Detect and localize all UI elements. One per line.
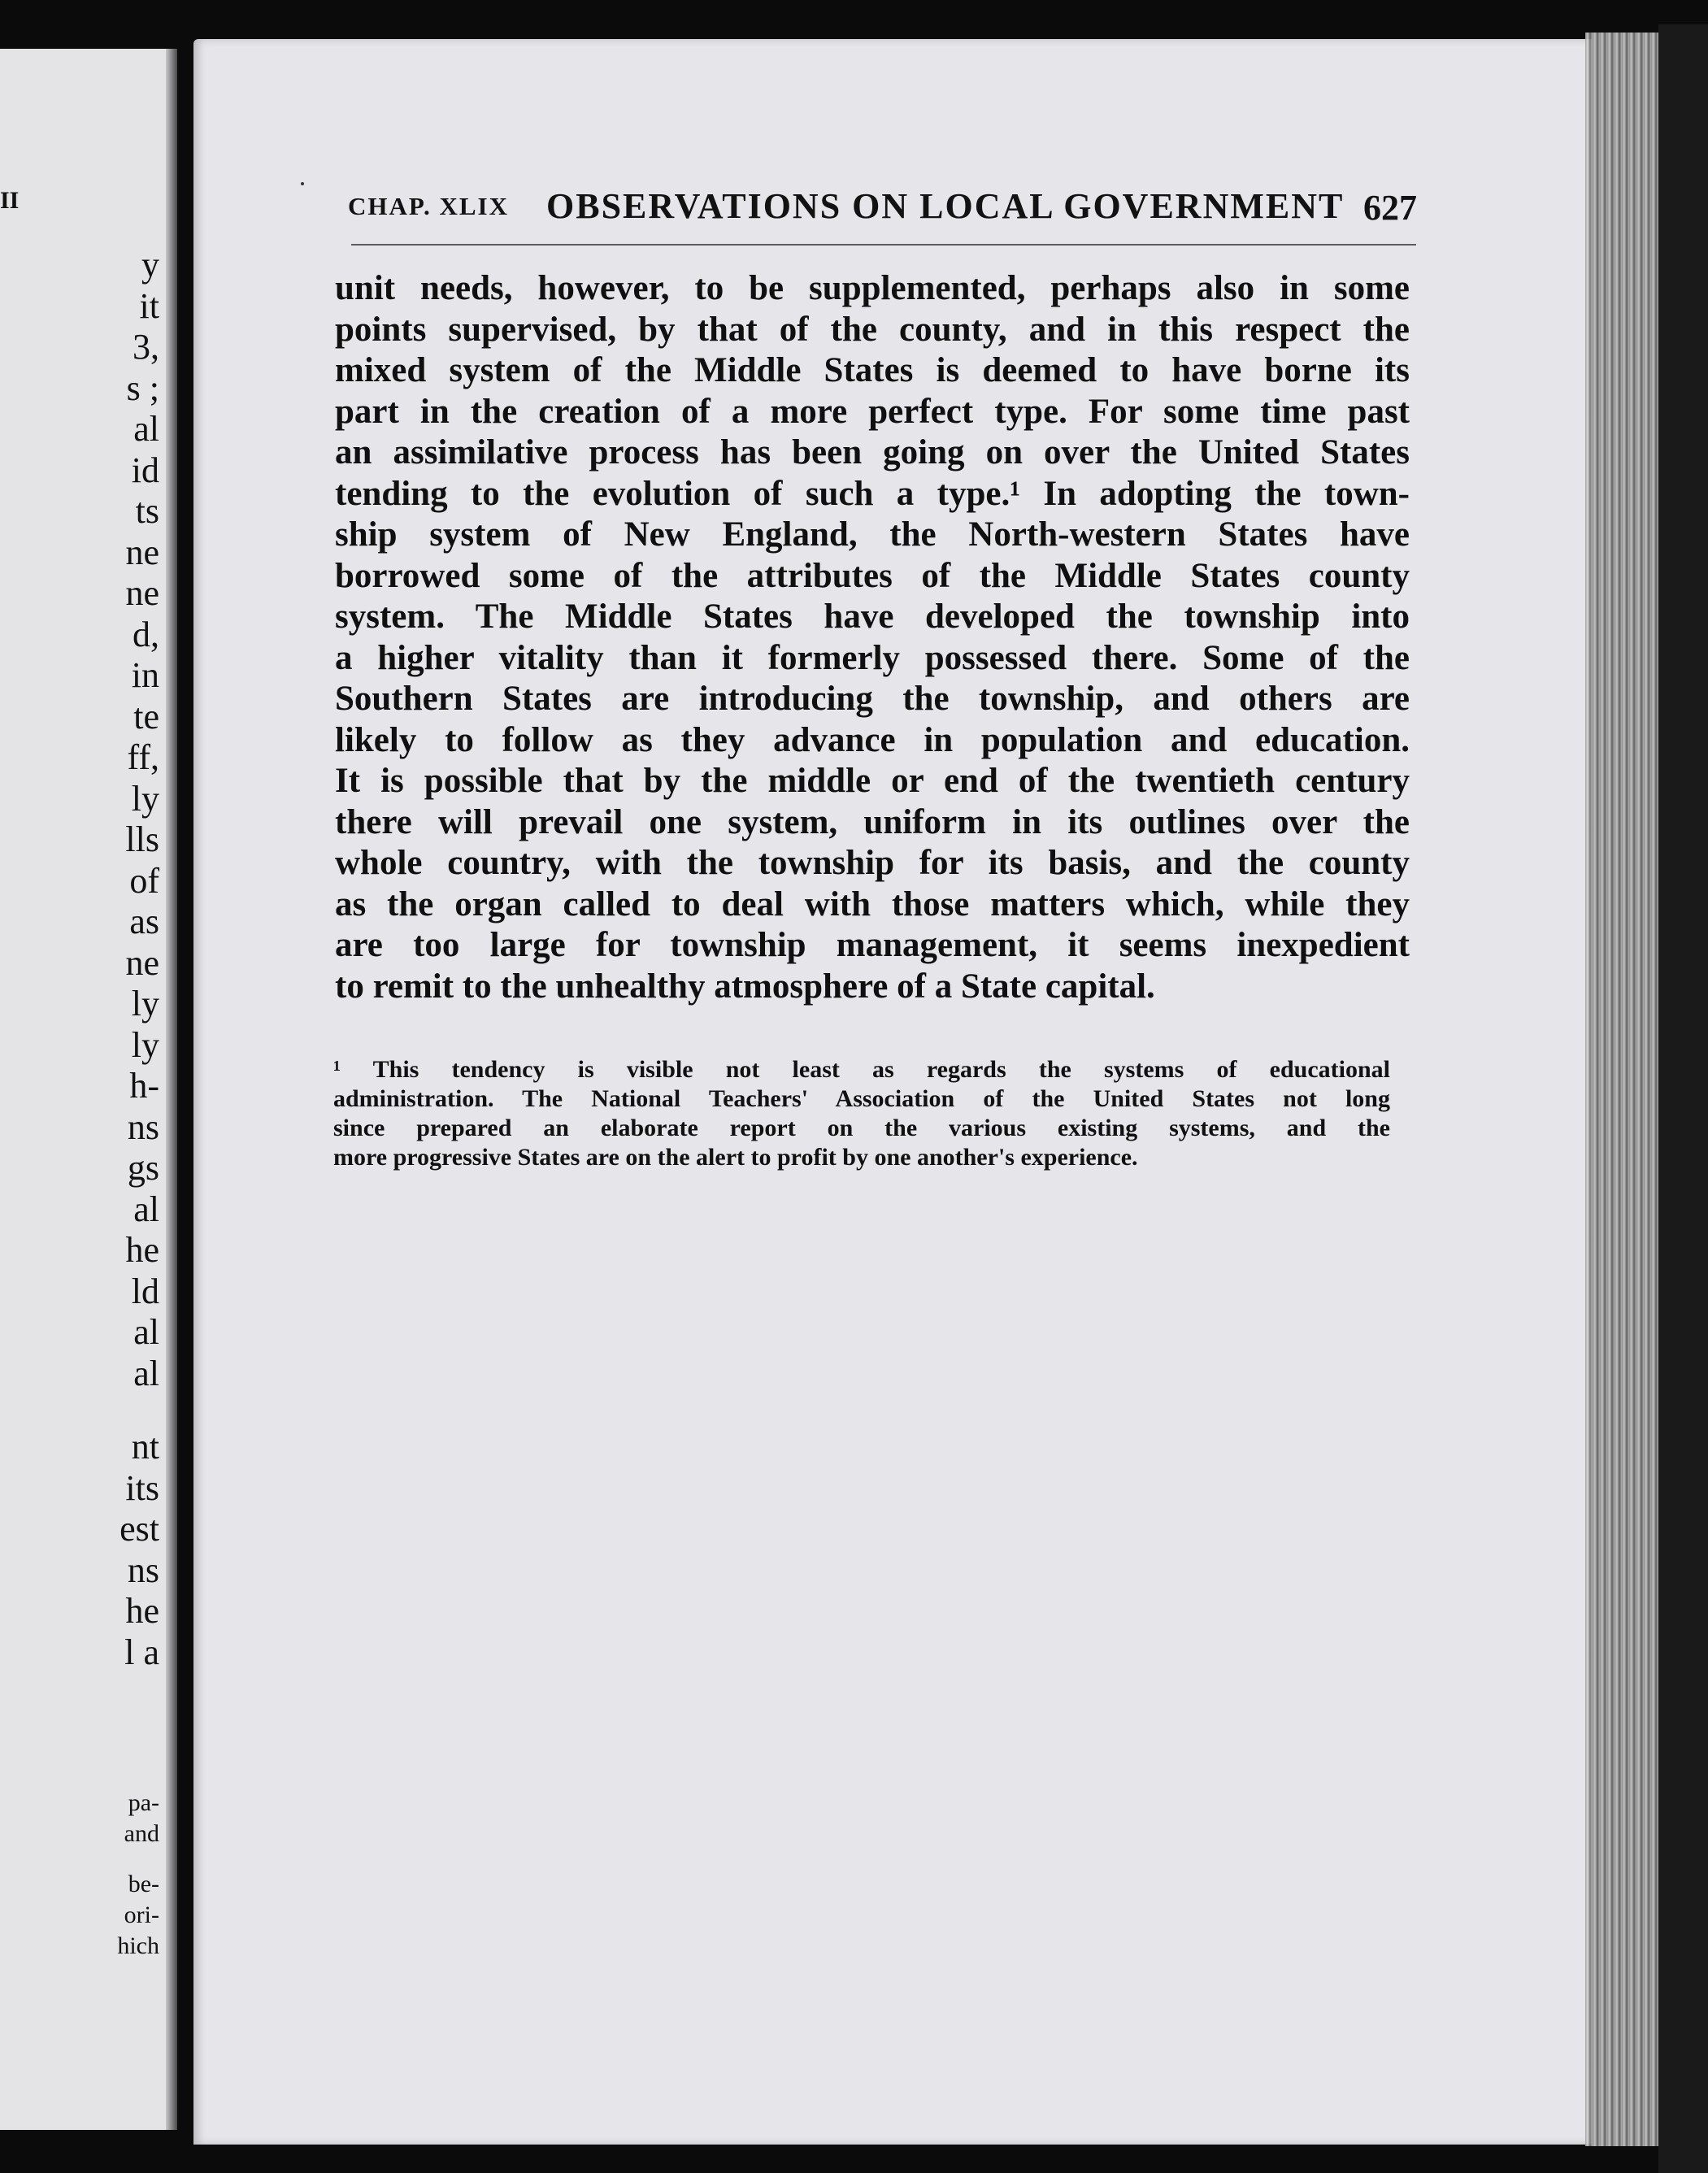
text-line: whole country, with the township for its basis, and the county <box>335 844 1410 882</box>
left-page-fragment: lls <box>125 819 159 859</box>
text-line: Southern States are introducing the township, and others are <box>335 680 1410 718</box>
left-page-fragment: gs <box>127 1148 159 1188</box>
page-number: 627 <box>1363 188 1417 228</box>
left-page-fragment: as <box>129 902 159 941</box>
footnote-line: more progressive States are on the alert to profit by one another's experience. <box>333 1144 1138 1171</box>
left-page-fragment: al <box>133 1312 159 1352</box>
body-paragraph <box>335 268 1410 1007</box>
left-page-running-head-fragment: II <box>0 187 20 214</box>
left-page-fragment: al <box>133 409 159 449</box>
footnote-line: ¹ This tendency is visible not least as regards the systems of educational <box>333 1056 1390 1083</box>
footnote-line: since prepared an elaborate report on the various existing systems, and the <box>333 1115 1390 1141</box>
left-page-fragment: ns <box>127 1106 159 1147</box>
running-head <box>348 185 1417 234</box>
left-page-fragment: h- <box>129 1066 159 1106</box>
text-line: tending to the evolution of such a type.¹ In adopting the town- <box>335 474 1410 513</box>
chapter-title: OBSERVATIONS ON LOCAL GOVERNMENT <box>546 186 1345 226</box>
scan-border <box>1658 24 1708 2173</box>
footnote-line: administration. The National Teachers' Association of the United States not long <box>333 1085 1390 1112</box>
text-line: points supervised, by that of the county, and in this respect the <box>335 310 1410 349</box>
text-line: a higher vitality than it formerly possessed there. Some of the <box>335 638 1410 677</box>
footnote <box>333 1055 1390 1172</box>
left-page-fragment: ts <box>135 491 159 531</box>
left-page-fragment: its <box>125 1467 159 1508</box>
left-page-fragment: ne <box>125 942 159 983</box>
left-page-fragment: ld <box>131 1271 159 1311</box>
left-page-fragment: te <box>133 696 159 737</box>
text-line: there will prevail one system, uniform in its outlines over the <box>335 802 1410 841</box>
left-facing-page <box>0 49 177 2130</box>
paper-speck <box>301 182 304 185</box>
text-line: as the organ called to deal with those matters which, while they <box>335 884 1410 924</box>
text-line: part in the creation of a more perfect type. For some time past <box>335 392 1410 431</box>
left-page-footnote-fragment: pa- <box>128 1789 159 1816</box>
left-page-footnote-fragment: hich <box>117 1932 159 1959</box>
text-line: mixed system of the Middle States is deemed to have borne its <box>335 351 1410 389</box>
left-page-fragment: l a <box>124 1632 159 1672</box>
left-page-fragment: ly <box>131 1024 159 1065</box>
left-page-footnote-fragment: and <box>124 1820 159 1847</box>
chapter-label: CHAP. XLIX <box>348 192 509 220</box>
head-rule <box>351 244 1416 246</box>
text-line: system. The Middle States have developed the township into <box>335 598 1410 636</box>
left-page-fragment: al <box>133 1189 159 1229</box>
page-block-edges <box>1585 33 1667 2146</box>
left-page-fragment: he <box>125 1230 159 1270</box>
text-line: unit needs, however, to be supplemented, perhaps also in some <box>335 269 1410 307</box>
text-line: are too large for township management, it seems inexpedient <box>335 926 1410 964</box>
left-page-fragment: ly <box>131 778 159 819</box>
left-page-fragment: est <box>120 1509 159 1549</box>
left-page-fragment: ly <box>131 984 159 1023</box>
text-line: an assimilative process has been going on over the United States <box>335 433 1410 472</box>
left-page-fragment: d, <box>133 614 159 654</box>
text-line: likely to follow as they advance in population and education. <box>335 720 1410 759</box>
text-line: It is possible that by the middle or end of the twentieth century <box>335 762 1410 800</box>
left-page-fragment: nt <box>131 1427 159 1467</box>
left-page-fragment: in <box>131 655 159 695</box>
left-page-fragment: of <box>129 860 159 901</box>
left-page-fragment: he <box>125 1591 159 1631</box>
text-line: ship system of New England, the North-western States have <box>335 515 1410 554</box>
left-page-footnote-fragment: ori- <box>124 1901 159 1928</box>
left-page-fragment: ne <box>125 573 159 613</box>
text-line: to remit to the unhealthy atmosphere of a State capital. <box>335 967 1155 1006</box>
left-page-fragment: id <box>131 450 159 490</box>
left-page-fragment: 3, <box>133 327 159 367</box>
text-line: borrowed some of the attributes of the Middle States county <box>335 556 1410 595</box>
left-page-footnote-fragment: be- <box>128 1871 159 1897</box>
left-page-fragment: it <box>139 285 159 326</box>
left-page-fragment: s ; <box>126 367 159 408</box>
left-page-fragment: y <box>141 245 159 285</box>
left-page-fragment: al <box>133 1353 159 1393</box>
left-page-fragment: ne <box>125 532 159 572</box>
left-page-fragment: ns <box>127 1549 159 1590</box>
page-gutter <box>166 49 177 2130</box>
left-page-fragment: ff, <box>127 737 159 777</box>
